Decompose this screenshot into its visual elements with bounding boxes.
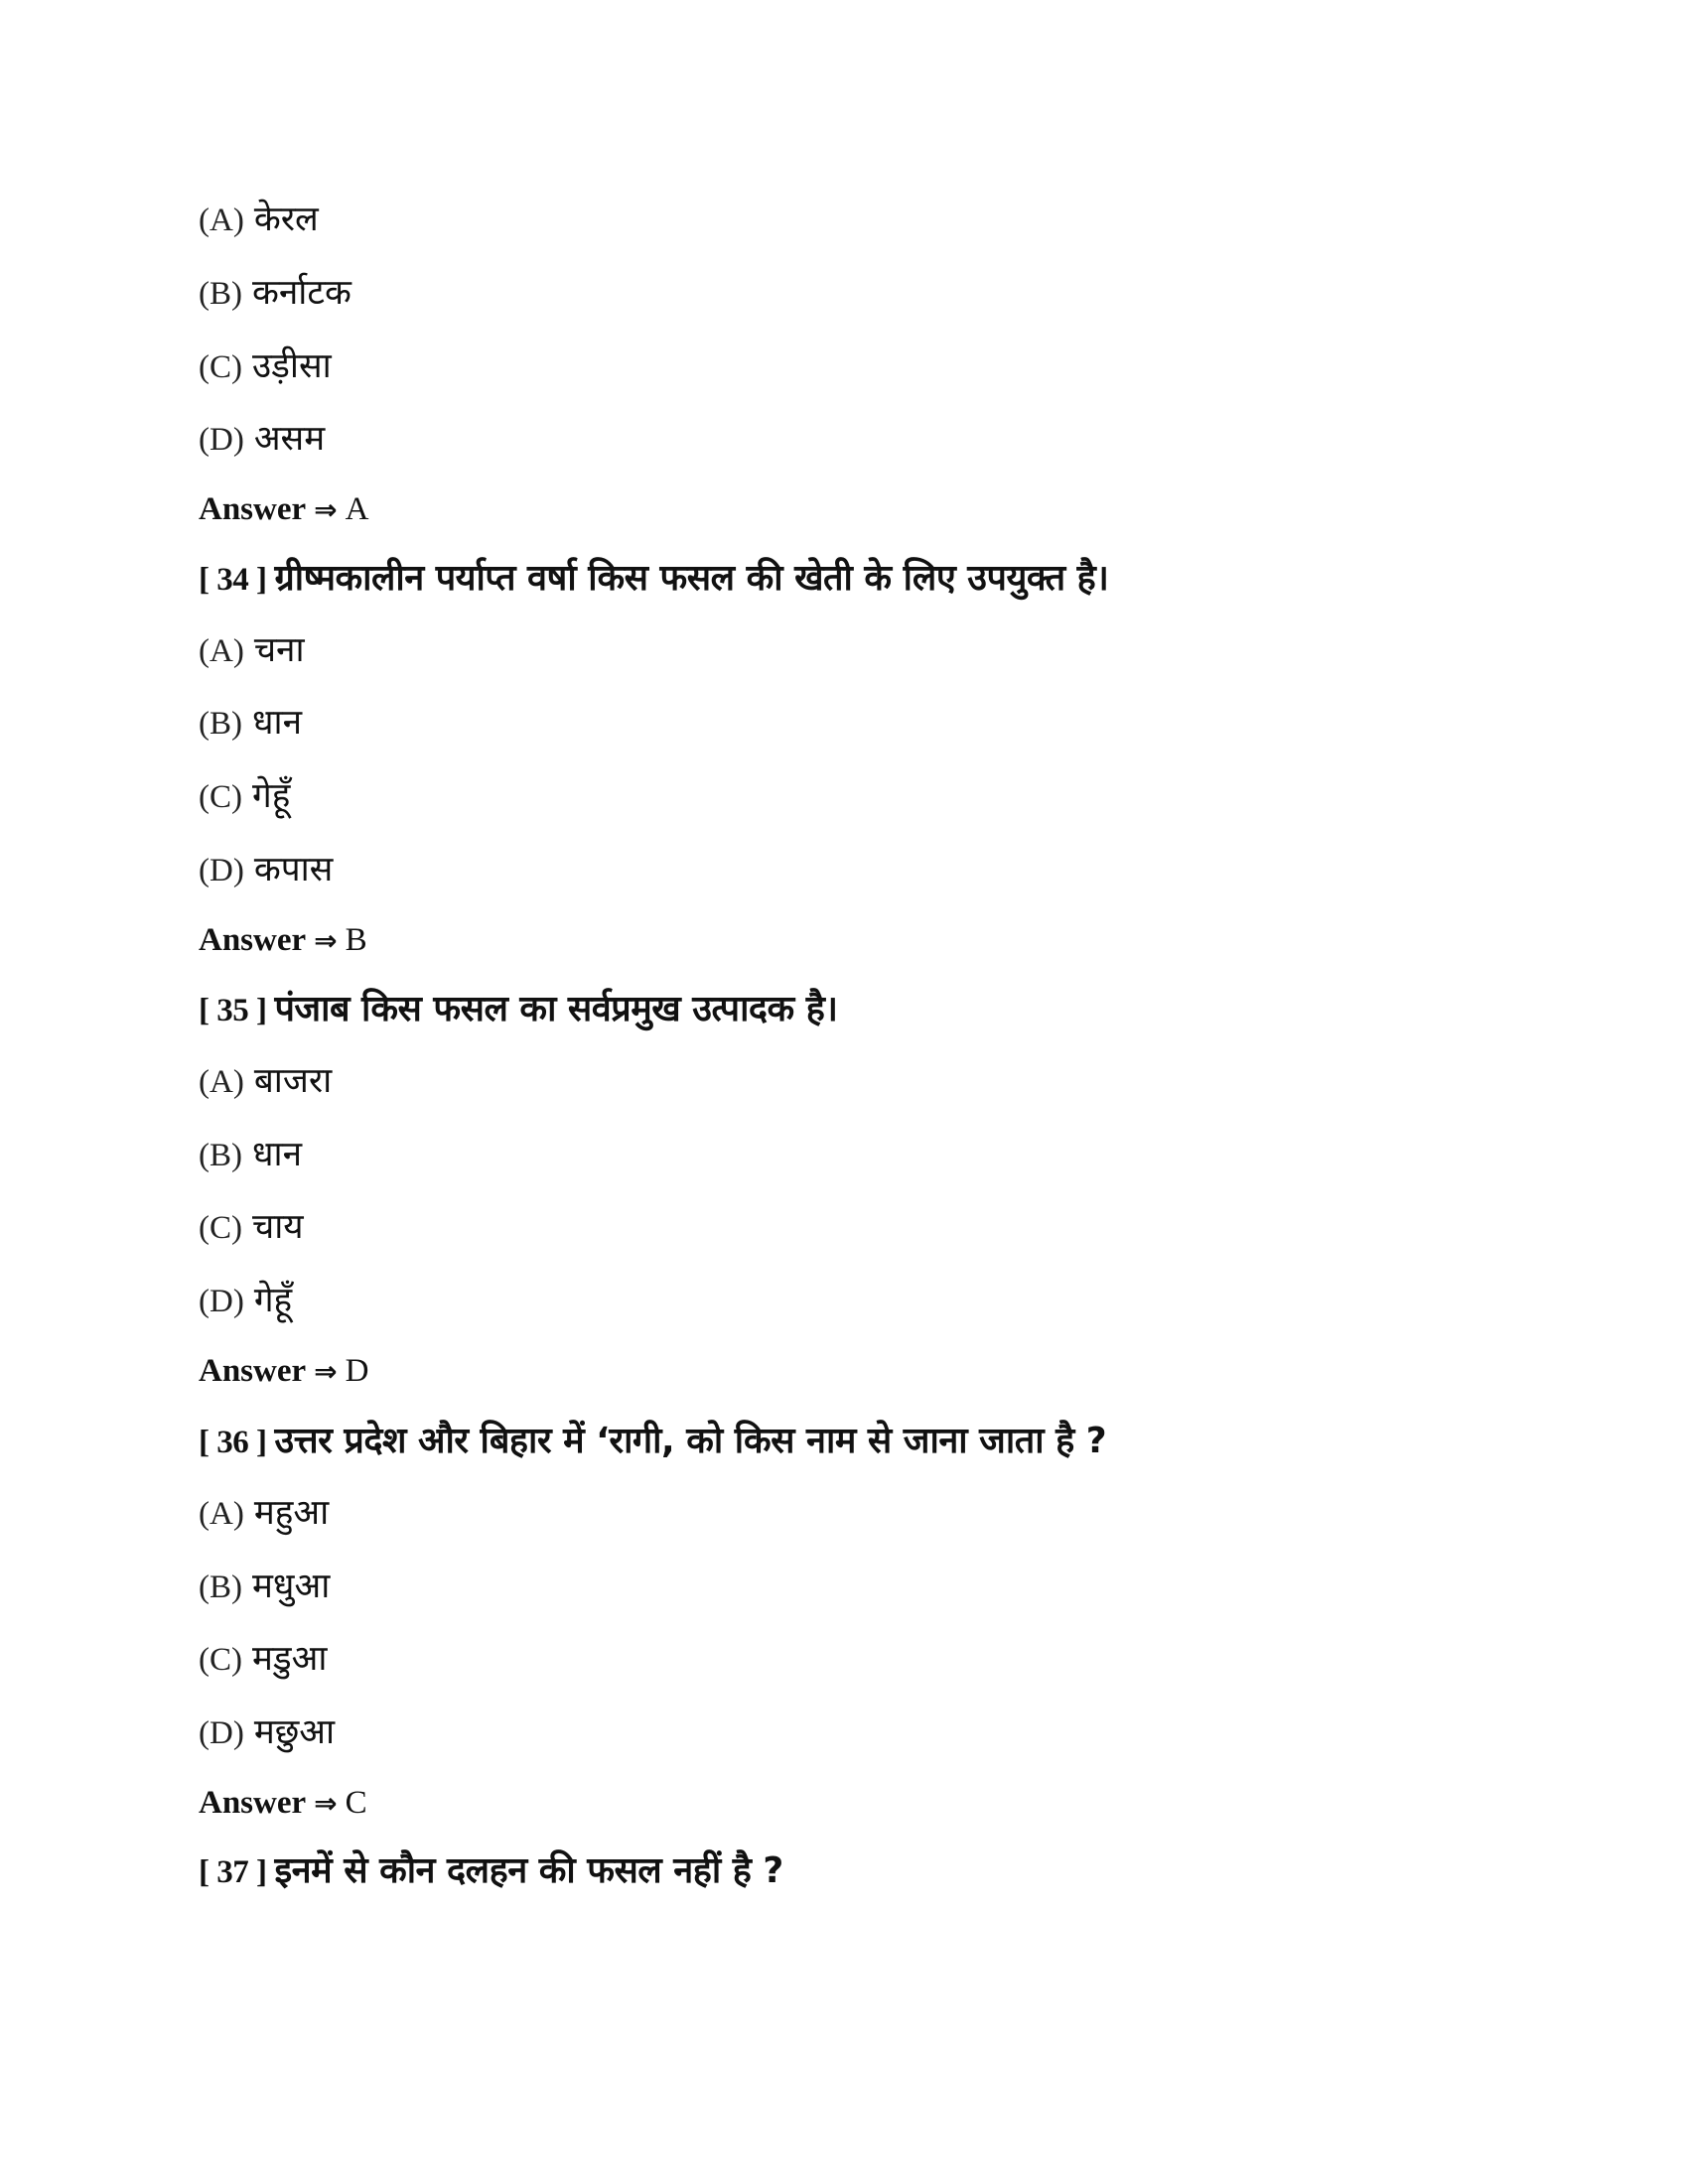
option-label: (C) — [199, 779, 242, 815]
question-number: [ 36 ] — [199, 1425, 267, 1460]
option-b — [199, 705, 302, 741]
option-text: महुआ — [253, 1493, 330, 1532]
option-label: (D) — [199, 1715, 244, 1751]
option-a — [199, 202, 319, 237]
option-text: धान — [252, 703, 303, 742]
answer-line — [199, 493, 368, 526]
answer-value: C — [345, 1785, 367, 1821]
option-text: असम — [253, 419, 326, 458]
option-text: धान — [252, 1135, 303, 1173]
question-34 — [199, 558, 1109, 599]
option-text: चना — [253, 630, 305, 669]
question-number: [ 35 ] — [199, 993, 267, 1028]
option-c — [199, 348, 332, 384]
option-text: मछुआ — [253, 1712, 336, 1751]
option-a — [199, 1495, 329, 1531]
option-label: (C) — [199, 349, 242, 385]
answer-label: Answer — [199, 491, 307, 527]
option-d — [199, 1714, 335, 1750]
option-label: (A) — [199, 1496, 244, 1532]
option-b — [199, 1569, 330, 1604]
option-a — [199, 1063, 332, 1099]
question-text: ग्रीष्मकालीन पर्याप्त वर्षा किस फसल की खेती के लिए उपयुक्त है। — [274, 558, 1109, 599]
option-label: (B) — [199, 276, 242, 312]
option-text: मधुआ — [252, 1567, 331, 1605]
option-label: (B) — [199, 706, 242, 742]
option-b — [199, 275, 352, 311]
arrow-icon: ⇒ — [314, 493, 338, 526]
question-number: [ 37 ] — [199, 1854, 267, 1890]
answer-value: D — [345, 1353, 369, 1389]
option-text: केरल — [253, 200, 319, 238]
option-label: (A) — [199, 203, 244, 238]
option-label: (D) — [199, 853, 244, 888]
option-label: (B) — [199, 1570, 242, 1605]
answer-line — [199, 1787, 367, 1820]
answer-label: Answer — [199, 1785, 307, 1821]
arrow-icon: ⇒ — [314, 1787, 338, 1820]
option-text: कर्नाटक — [252, 273, 352, 312]
arrow-icon: ⇒ — [314, 1355, 338, 1388]
question-text: पंजाब किस फसल का सर्वप्रमुख उत्पादक है। — [274, 989, 838, 1029]
question-36 — [199, 1421, 1107, 1461]
option-c — [199, 1209, 304, 1245]
option-label: (D) — [199, 1284, 244, 1319]
question-text: उत्तर प्रदेश और बिहार में ‘रागी, को किस नाम से जाना जाता है ? — [274, 1421, 1107, 1461]
question-text: इनमें से कौन दलहन की फसल नहीं है ? — [274, 1850, 783, 1891]
question-37 — [199, 1850, 783, 1891]
option-label: (A) — [199, 633, 244, 669]
option-label: (C) — [199, 1210, 242, 1246]
option-text: चाय — [252, 1207, 304, 1246]
answer-label: Answer — [199, 922, 307, 958]
question-number: [ 34 ] — [199, 562, 267, 598]
answer-line — [199, 1355, 368, 1388]
arrow-icon: ⇒ — [314, 924, 338, 957]
option-label: (B) — [199, 1138, 242, 1173]
answer-line — [199, 924, 367, 957]
option-label: (D) — [199, 422, 244, 458]
option-d — [199, 852, 333, 887]
option-label: (A) — [199, 1064, 244, 1100]
answer-value: B — [345, 922, 367, 958]
option-text: गेहूँ — [253, 1281, 293, 1319]
option-text: गेहूँ — [252, 776, 291, 815]
option-d — [199, 421, 325, 457]
option-text: उड़ीसा — [252, 346, 332, 385]
option-c — [199, 778, 290, 814]
option-a — [199, 632, 305, 668]
answer-value: A — [345, 491, 369, 527]
option-d — [199, 1283, 292, 1318]
option-text: मडुआ — [252, 1639, 328, 1678]
option-text: कपास — [253, 850, 334, 888]
question-35 — [199, 989, 838, 1029]
option-text: बाजरा — [253, 1061, 333, 1100]
option-b — [199, 1137, 302, 1172]
option-c — [199, 1641, 327, 1677]
answer-label: Answer — [199, 1353, 307, 1389]
option-label: (C) — [199, 1642, 242, 1678]
